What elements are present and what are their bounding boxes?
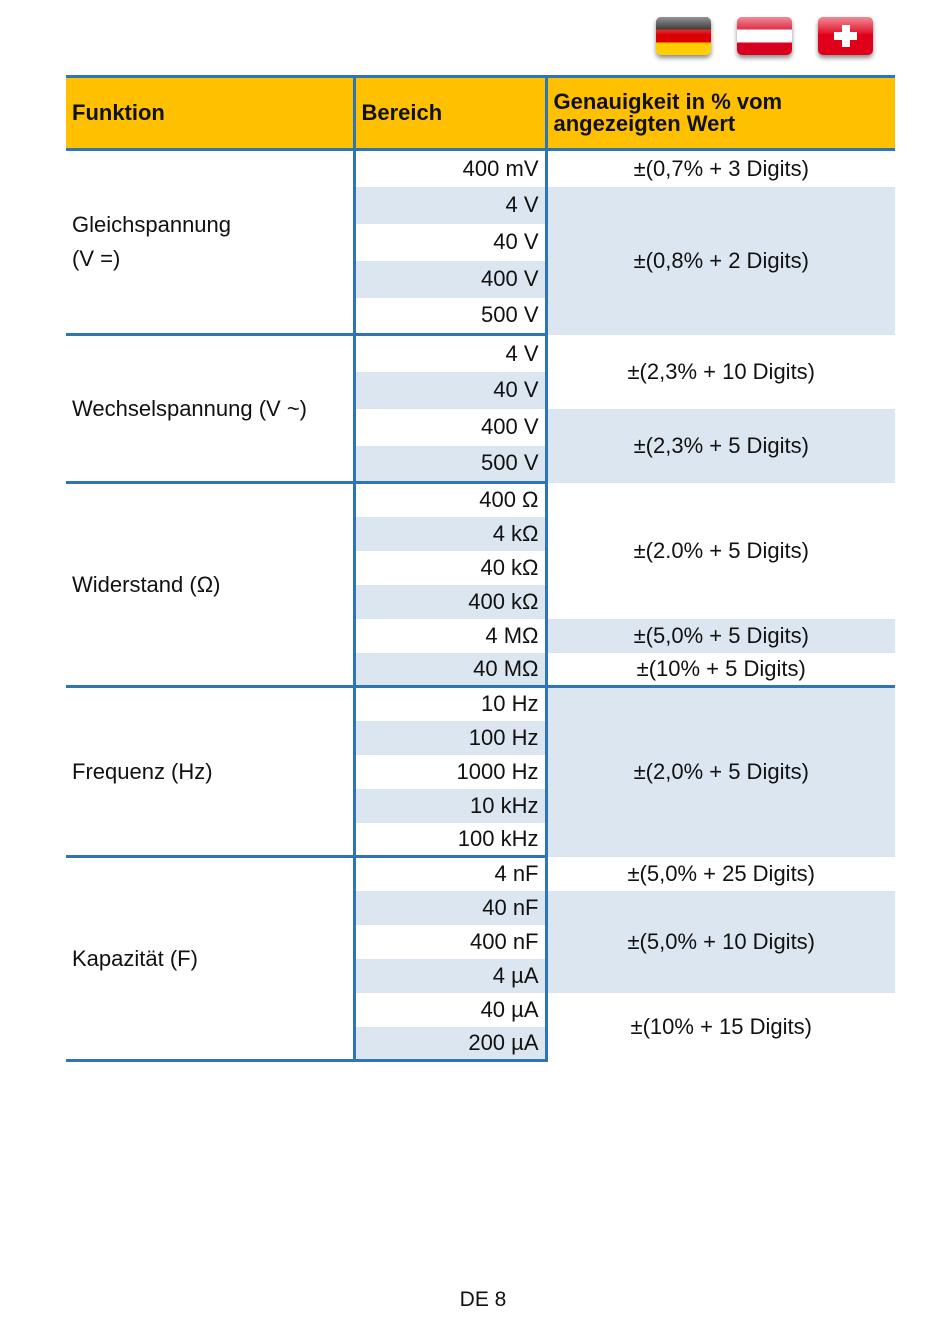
range-cell: 400 V (354, 409, 546, 446)
function-label: Frequenz (Hz) (72, 758, 213, 784)
function-label: Widerstand (Ω) (72, 571, 221, 597)
function-cell (66, 687, 354, 857)
switzerland-flag-icon (818, 17, 873, 55)
accuracy-cell: ±(10% + 5 Digits) (546, 653, 895, 687)
range-cell: 4 nF (354, 857, 546, 891)
range-cell: 100 kHz (354, 823, 546, 857)
function-cell (66, 483, 354, 687)
function-label: Wechselspannung (V ~) (72, 395, 308, 421)
range-cell: 40 V (354, 224, 546, 261)
table-row (66, 857, 895, 891)
range-cell: 400 kΩ (354, 585, 546, 619)
range-cell: 40 V (354, 372, 546, 409)
range-cell: 40 MΩ (354, 653, 546, 687)
range-cell: 400 mV (354, 150, 546, 187)
header-range: Bereich (354, 77, 546, 150)
accuracy-cell: ±(2,3% + 5 Digits) (546, 409, 895, 483)
header-accuracy-line1: Genauigkeit in % vom (553, 89, 783, 114)
accuracy-cell: ±(10% + 15 Digits) (630, 1013, 812, 1039)
accuracy-cell: ±(0,7% + 3 Digits) (633, 155, 809, 181)
function-cell (66, 150, 354, 335)
range-cell: 4 V (354, 187, 546, 224)
page-number: DE 8 (459, 1288, 507, 1311)
accuracy-cell: ±(2.0% + 5 Digits) (633, 537, 809, 563)
range-cell: 200 µA (354, 1027, 546, 1061)
range-cell: 10 kHz (354, 789, 546, 823)
function-label: Gleichspannung (72, 212, 232, 237)
accuracy-cell: ±(5,0% + 25 Digits) (627, 860, 816, 886)
range-cell: 4 µA (354, 959, 546, 993)
table-body (66, 150, 895, 1061)
accuracy-cell: ±(2,3% + 10 Digits) (627, 358, 816, 384)
range-cell: 400 Ω (354, 483, 546, 517)
range-cell: 4 MΩ (354, 619, 546, 653)
function-label: Kapazität (F) (72, 945, 198, 971)
table-row (66, 483, 895, 517)
range-cell: 4 V (354, 335, 546, 372)
austria-flag-icon (737, 17, 792, 55)
range-cell: 100 Hz (354, 721, 546, 755)
function-cell (66, 857, 354, 1061)
range-cell: 400 nF (354, 925, 546, 959)
range-cell: 10 Hz (354, 687, 546, 721)
range-cell: 40 µA (354, 993, 546, 1027)
header-accuracy-line2: angezeigten Wert (553, 111, 736, 136)
range-cell: 1000 Hz (354, 755, 546, 789)
range-cell: 500 V (354, 298, 546, 335)
germany-flag-icon (656, 17, 711, 55)
table-row (66, 150, 895, 187)
header-function: Funktion (66, 77, 354, 150)
accuracy-cell: ±(5,0% + 5 Digits) (546, 619, 895, 653)
range-cell: 40 nF (354, 891, 546, 925)
table-header-row (66, 77, 895, 150)
table-row (66, 335, 895, 372)
range-cell: 40 kΩ (354, 551, 546, 585)
function-cell (66, 335, 354, 483)
range-cell: 500 V (354, 446, 546, 483)
specification-table (66, 75, 895, 1062)
accuracy-cell: ±(2,0% + 5 Digits) (546, 687, 895, 857)
accuracy-cell: ±(0,8% + 2 Digits) (546, 187, 895, 335)
range-cell: 4 kΩ (354, 517, 546, 551)
header-accuracy (546, 77, 895, 150)
table-row (66, 687, 895, 721)
function-label: (V =) (72, 246, 121, 271)
range-cell: 400 V (354, 261, 546, 298)
accuracy-cell: ±(5,0% + 10 Digits) (546, 891, 895, 993)
flag-bar (656, 17, 873, 55)
